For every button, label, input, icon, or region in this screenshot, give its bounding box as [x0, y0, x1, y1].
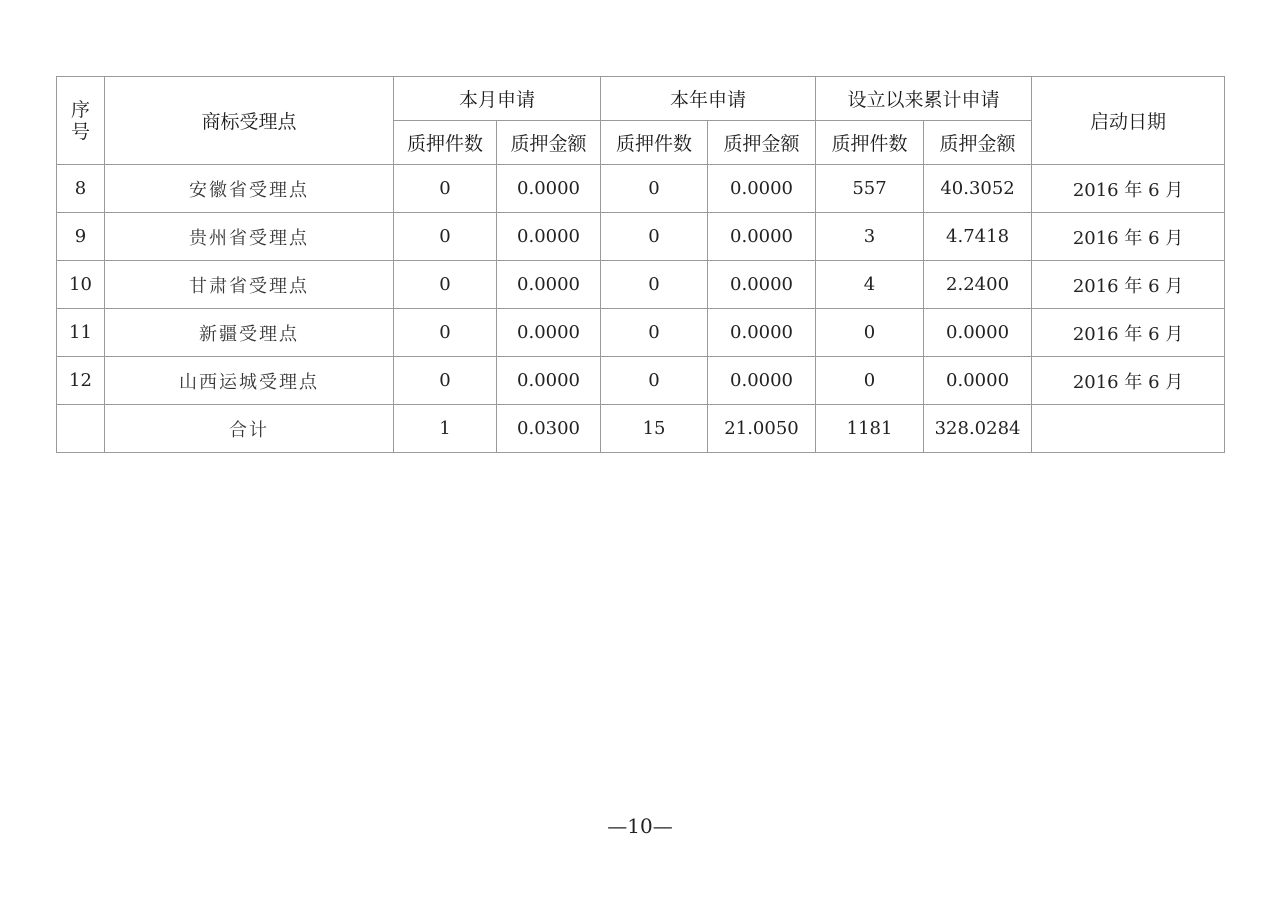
cell-year-amount: 0.0000: [708, 165, 816, 213]
total-year-count: 15: [601, 405, 708, 453]
cell-month-amount: 0.0000: [497, 357, 601, 405]
cell-month-amount: 0.0000: [497, 309, 601, 357]
table-body: [57, 165, 1225, 453]
cell-cumulative-count: 4: [816, 261, 924, 309]
page-number: —10—: [607, 814, 673, 838]
cell-cumulative-count: 0: [816, 357, 924, 405]
cell-start-date: 2016 年 6 月: [1032, 309, 1225, 357]
cell-seq-empty: [57, 405, 105, 453]
cell-seq: 12: [57, 357, 105, 405]
cell-cumulative-amount: 40.3052: [924, 165, 1032, 213]
cell-point-name: 贵州省受理点: [105, 213, 394, 261]
pledge-statistics-table: [56, 76, 1225, 453]
cell-cumulative-amount: 0.0000: [924, 309, 1032, 357]
cell-year-count: 0: [601, 213, 708, 261]
cell-point-name: 山西运城受理点: [105, 357, 394, 405]
total-month-amount: 0.0300: [497, 405, 601, 453]
cell-seq: 9: [57, 213, 105, 261]
cell-start-date: 2016 年 6 月: [1032, 213, 1225, 261]
cell-year-amount: 0.0000: [708, 213, 816, 261]
cell-start-date: 2016 年 6 月: [1032, 165, 1225, 213]
cell-cumulative-count: 3: [816, 213, 924, 261]
cell-cumulative-count: 557: [816, 165, 924, 213]
cell-point-name: 安徽省受理点: [105, 165, 394, 213]
cell-year-amount: 0.0000: [708, 261, 816, 309]
header-point: 商标受理点: [105, 77, 394, 165]
header-month: 本月申请: [394, 77, 601, 121]
table-row: [57, 261, 1225, 309]
cell-month-count: 0: [394, 357, 497, 405]
total-month-count: 1: [394, 405, 497, 453]
header-month-amount: 质押金额: [497, 121, 601, 165]
table-row: [57, 357, 1225, 405]
cell-cumulative-count: 0: [816, 309, 924, 357]
header-month-count: 质押件数: [394, 121, 497, 165]
cell-month-amount: 0.0000: [497, 261, 601, 309]
cell-year-count: 0: [601, 309, 708, 357]
header-year: 本年申请: [601, 77, 816, 121]
cell-start-date: 2016 年 6 月: [1032, 357, 1225, 405]
table-row: [57, 309, 1225, 357]
header-year-count: 质押件数: [601, 121, 708, 165]
header-start-date: 启动日期: [1032, 77, 1225, 165]
table-row: [57, 165, 1225, 213]
total-label: 合计: [105, 405, 394, 453]
total-cumulative-amount: 328.0284: [924, 405, 1032, 453]
cell-cumulative-amount: 2.2400: [924, 261, 1032, 309]
total-row: [57, 405, 1225, 453]
cell-seq: 10: [57, 261, 105, 309]
cell-year-count: 0: [601, 165, 708, 213]
cell-point-name: 甘肃省受理点: [105, 261, 394, 309]
table-row: [57, 213, 1225, 261]
cell-year-amount: 0.0000: [708, 309, 816, 357]
cell-year-amount: 0.0000: [708, 357, 816, 405]
header-cumulative: 设立以来累计申请: [816, 77, 1032, 121]
total-cumulative-count: 1181: [816, 405, 924, 453]
cell-month-count: 0: [394, 261, 497, 309]
cell-month-amount: 0.0000: [497, 213, 601, 261]
header-seq: 序号: [57, 77, 105, 165]
total-year-amount: 21.0050: [708, 405, 816, 453]
header-year-amount: 质押金额: [708, 121, 816, 165]
cell-start-date: 2016 年 6 月: [1032, 261, 1225, 309]
cell-cumulative-amount: 0.0000: [924, 357, 1032, 405]
total-date-empty: [1032, 405, 1225, 453]
cell-seq: 11: [57, 309, 105, 357]
cell-year-count: 0: [601, 357, 708, 405]
cell-year-count: 0: [601, 261, 708, 309]
cell-point-name: 新疆受理点: [105, 309, 394, 357]
cell-cumulative-amount: 4.7418: [924, 213, 1032, 261]
table-header: [57, 77, 1225, 165]
cell-month-count: 0: [394, 213, 497, 261]
header-cumulative-amount: 质押金额: [924, 121, 1032, 165]
cell-month-amount: 0.0000: [497, 165, 601, 213]
header-cumulative-count: 质押件数: [816, 121, 924, 165]
cell-seq: 8: [57, 165, 105, 213]
cell-month-count: 0: [394, 309, 497, 357]
cell-month-count: 0: [394, 165, 497, 213]
